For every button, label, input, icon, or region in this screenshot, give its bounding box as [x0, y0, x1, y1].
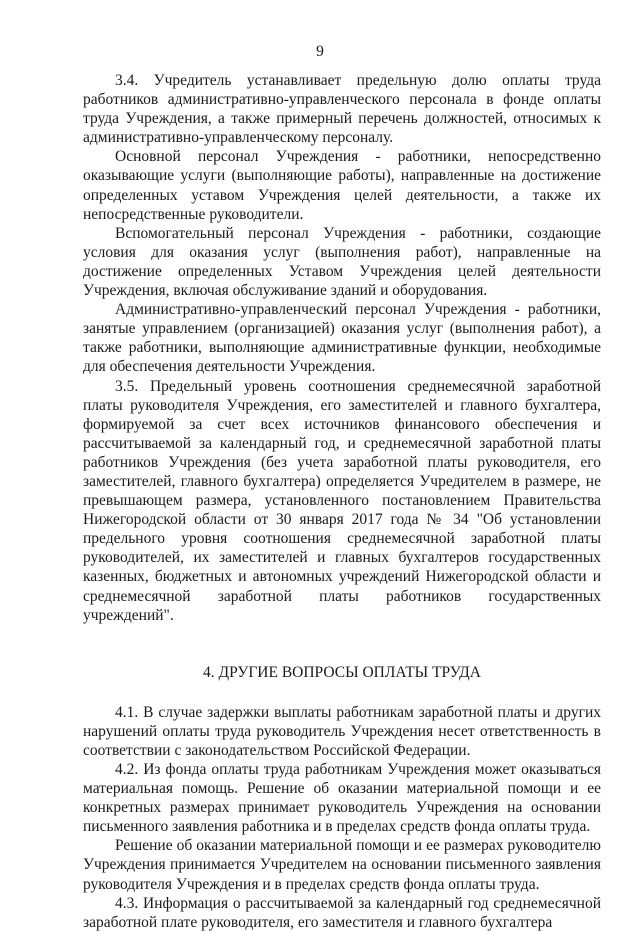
page-number: 9: [316, 43, 324, 60]
paragraph-main-staff: Основной персонал Учреждения - работники, непосредственно оказывающие услуги (выполняющие работы), направленные на достижение определенных уставом Учреждения целей деятельности, а также их непосредственные руководители.: [83, 148, 601, 223]
paragraph-3-4: 3.4. Учредитель устанавливает предельную долю оплаты труда работников административно-управленческого персонала в фонде оплаты труда Учреждения, а также примерный перечень должностей, относимых к административно-управленческому персоналу.: [83, 72, 601, 147]
paragraph-4-1: 4.1. В случае задержки выплаты работникам заработной платы и других нарушений оплаты труда руководитель Учреждения несет ответственность в соответствии с законодательством Российской Федерации.: [83, 703, 601, 759]
paragraph-support-staff: Вспомогательный персонал Учреждения - работники, создающие условия для оказания услуг (выполнения работ), направленные на достижение определенных Уставом Учреждения целей деятельности Учреждения, включая обслуживание зданий и оборудования.: [83, 224, 601, 300]
paragraph-4-3: 4.3. Информация о рассчитываемой за календарный год среднемесячной заработной плате руководителя, его заместителя и главного бухгалтера: [83, 894, 601, 931]
paragraph-4-2-continued: Решение об оказании материальной помощи и ее размерах руководителю Учреждения принимается Учредителем на основании письменного заявления руководителя Учреждения и в пределах средств фонда оплаты труда.: [83, 837, 601, 893]
paragraph-3-5: 3.5. Предельный уровень соотношения среднемесячной заработной платы руководителя Учреждения, его заместителей и главного бухгалтера, формируемой за счет всех источников финансового обеспечения и рассчитываемой за календарный год, и среднемесячной заработной платы работников Учреждения (без учета заработной платы руководителя, его заместителей, главного бухгалтера) определяется Учредителем в размере, не превышающем размера, установленного постановлением Правительства Нижегородской области от 30 января 2017 года № 34 "Об установлении предельного уровня соотношения среднемесячной заработной платы руководителей, их заместителей и главных бухгалтеров государственных казенных, бюджетных и автономных учреждений Нижегородской области и среднемесячной заработной платы работников государственных учреждений".: [83, 377, 601, 624]
document-body: [83, 71, 601, 932]
paragraph-admin-staff: Административно-управленческий персонал Учреждения - работники, занятые управлением (организацией) оказания услуг (выполнения работ), а также работники, выполняющие административные функции, необходимые для обеспечения деятельности Учреждения.: [83, 301, 601, 376]
section-heading: 4. ДРУГИЕ ВОПРОСЫ ОПЛАТЫ ТРУДА: [203, 663, 481, 681]
paragraph-4-2: 4.2. Из фонда оплаты труда работникам Учреждения может оказываться материальная помощь. Решение об оказании материальной помощи и ее конкретных размерах принимает руководитель Учреждения на основании письменного заявления работника и в пределах средств фонда оплаты труда.: [83, 761, 601, 836]
